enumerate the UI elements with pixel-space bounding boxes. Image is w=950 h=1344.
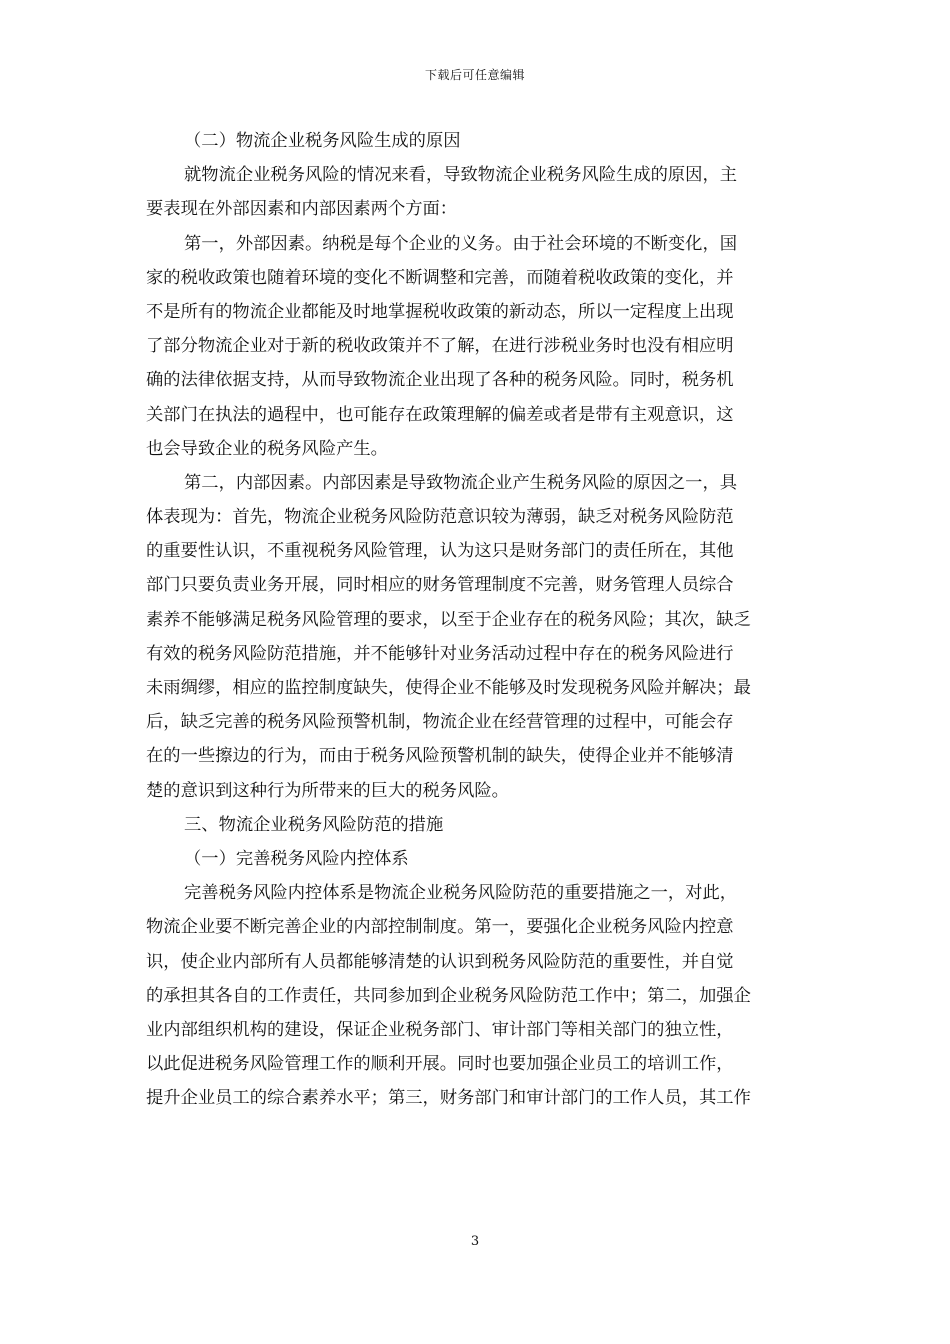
text-line: 提升企业员工的综合素养水平；第三，财务部门和审计部门的工作人员，其工作 xyxy=(146,1088,751,1109)
page-number: 3 xyxy=(470,1234,480,1249)
text-line: 识，使企业内部所有人员都能够清楚的认识到税务风险防范的重要性，并自觉 xyxy=(146,951,734,972)
text-line: 完善税务风险内控体系是物流企业税务风险防范的重要措施之一，对此， xyxy=(184,883,738,904)
text-line: 素养不能够满足税务风险管理的要求，以至于企业存在的税务风险；其次，缺乏 xyxy=(146,609,751,630)
text-line: 第一，外部因素。纳税是每个企业的义务。由于社会环境的不断变化，国 xyxy=(184,233,738,254)
text-line: 家的税收政策也随着环境的变化不断调整和完善，而随着税收政策的变化，并 xyxy=(146,267,734,288)
text-line: 后，缺乏完善的税务风险预警机制，物流企业在经营管理的过程中，可能会存 xyxy=(146,712,734,733)
text-line: 了部分物流企业对于新的税收政策并不了解，在进行涉税业务时也没有相应明 xyxy=(146,336,734,357)
text-line: 关部门在执法的過程中，也可能存在政策理解的偏差或者是带有主观意识，这 xyxy=(146,404,734,425)
text-line: 未雨绸缪，相应的监控制度缺失，使得企业不能够及时发现税务风险并解决；最 xyxy=(146,678,751,698)
text-line: 在的一些擦边的行为，而由于税务风险预警机制的缺失，使得企业并不能够清 xyxy=(146,746,734,767)
page-header: 下载后可任意编辑 xyxy=(424,68,525,82)
text-line: 要表现在外部因素和内部因素两个方面： xyxy=(146,199,458,220)
text-line: 确的法律依据支持，从而导致物流企业出现了各种的税务风险。同时，税务机 xyxy=(146,370,734,391)
document-body xyxy=(146,124,804,1115)
section-heading: （一）完善税务风险内控体系 xyxy=(184,848,409,869)
text-line: 第二，内部因素。内部因素是导致物流企业产生税务风险的原因之一，具 xyxy=(184,472,738,493)
text-line: 物流企业要不断完善企业的内部控制制度。第一，要强化企业税务风险内控意 xyxy=(146,917,734,938)
text-line: 部门只要负责业务开展，同时相应的财务管理制度不完善，财务管理人员综合 xyxy=(146,575,734,596)
section-heading: 三、物流企业税务风险防范的措施 xyxy=(184,814,444,835)
text-line: 的承担其各自的工作责任，共同参加到企业税务风险防范工作中；第二，加强企 xyxy=(146,985,751,1006)
section-heading: （二）物流企业税务风险生成的原因 xyxy=(184,131,461,151)
text-line: 以此促进税务风险管理工作的顺利开展。同时也要加强企业员工的培训工作， xyxy=(146,1054,734,1075)
text-line: 楚的意识到这种行为所带来的巨大的税务风险。 xyxy=(146,780,509,801)
text-line: 业内部组织机构的建设，保证企业税务部门、审计部门等相关部门的独立性， xyxy=(146,1019,734,1040)
text-line: 就物流企业税务风险的情况来看，导致物流企业税务风险生成的原因，主 xyxy=(184,165,738,186)
text-line: 也会导致企业的税务风险产生。 xyxy=(146,438,388,459)
text-line: 体表现为：首先，物流企业税务风险防范意识较为薄弱，缺乏对税务风险防范 xyxy=(146,507,734,528)
text-line: 不是所有的物流企业都能及时地掌握税收政策的新动态，所以一定程度上出现 xyxy=(146,301,734,322)
text-line: 有效的税务风险防范措施，并不能够针对业务活动过程中存在的税务风险进行 xyxy=(146,643,734,664)
text-line: 的重要性认识，不重视税务风险管理，认为这只是财务部门的责任所在，其他 xyxy=(146,541,734,562)
